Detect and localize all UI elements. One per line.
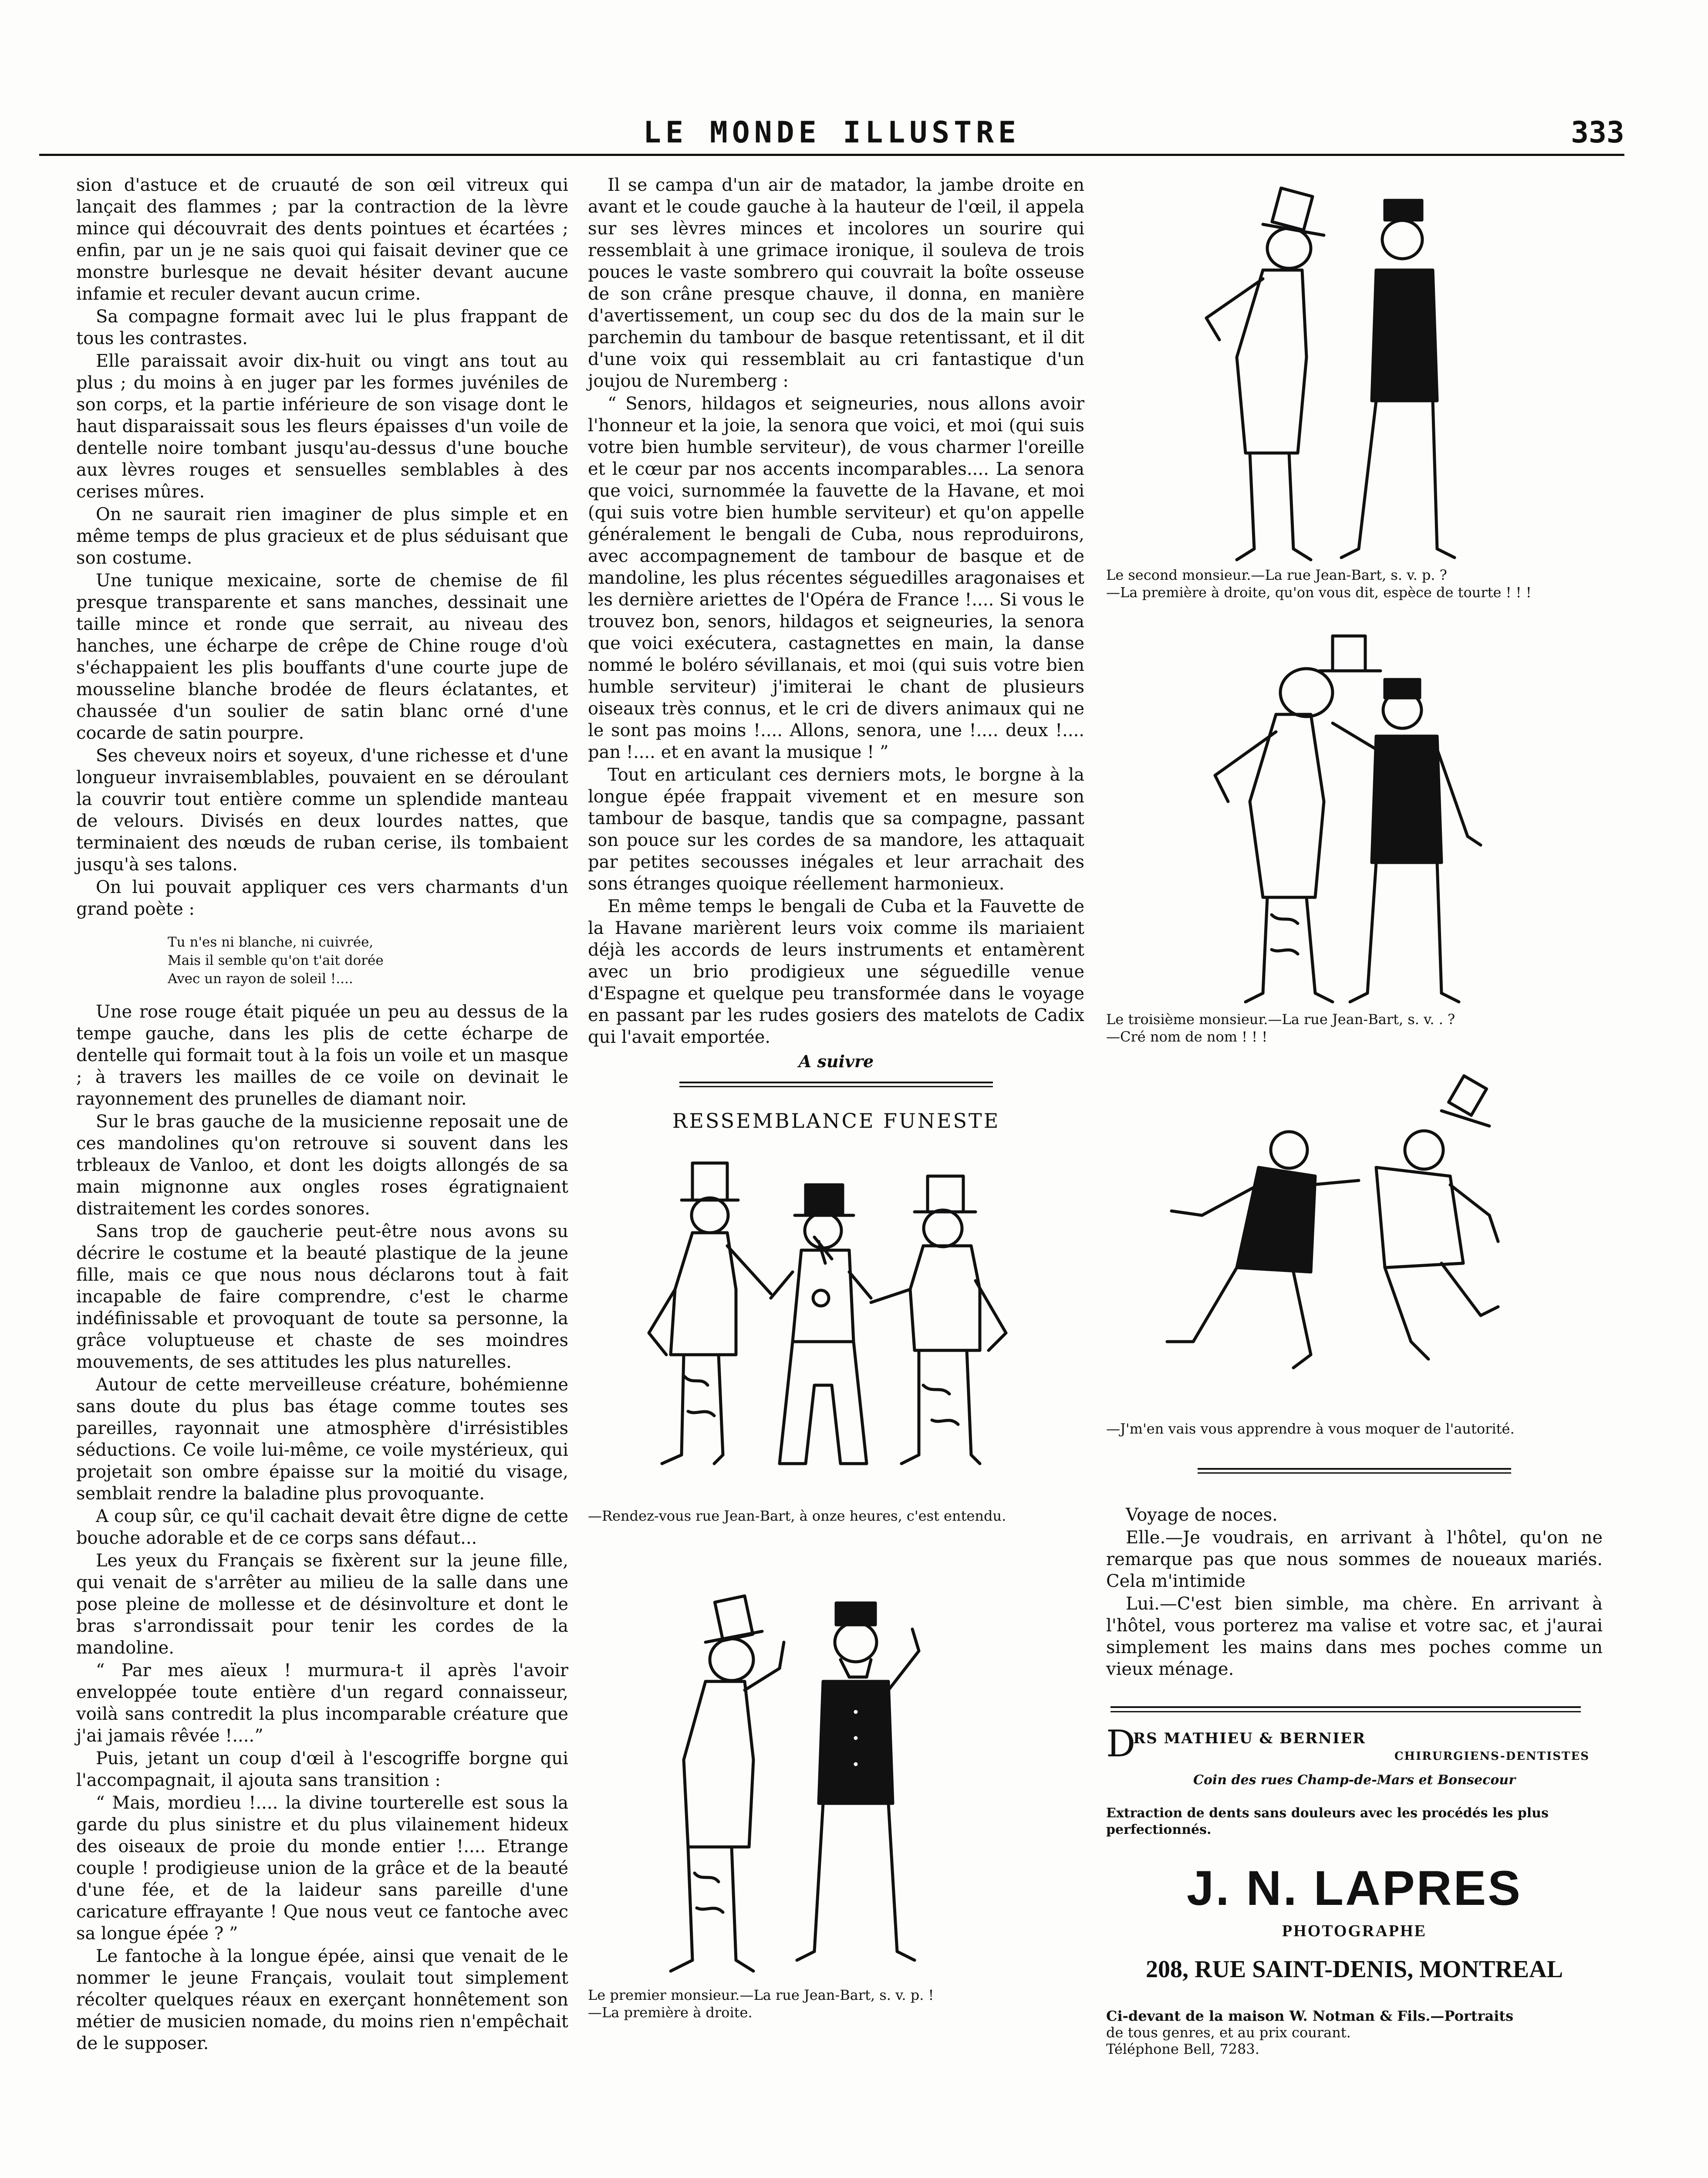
cartoon-caption: Le premier monsieur.—La rue Jean-Bart, s. v. p. ! — [588, 1987, 934, 2003]
poem-quote — [168, 933, 568, 988]
cartoon-caption: —J'm'en vais vous apprendre à vous moquer de l'autorité. — [1106, 1420, 1515, 1437]
paragraph: Elle paraissait avoir dix-huit ou vingt ans tout au plus ; du moins à en juger par les formes juvéniles de son corps, et la partie inférieure de son visage dont le haut disparaissait sous les fleurs épaisses d'un voile de dentelle noire tombant jusqu'au-dessus d'une bouche aux lèvres rouges et sensuelles semblables à des cerises mûres. — [76, 351, 568, 502]
dentists-name: RS MATHIEU & BERNIER — [1133, 1730, 1366, 1747]
photographer-address: 208, RUE SAINT-DENIS, MONTREAL — [1146, 1956, 1563, 1983]
three-gentlemen-illustration — [588, 1150, 1084, 1507]
third-monsieur-illustration — [1106, 619, 1603, 1011]
column-2 — [588, 174, 1084, 2021]
paragraph: On lui pouvait appliquer ces vers charmants d'un grand poète : — [76, 877, 568, 919]
paragraph: On ne saurait rien imaginer de plus simple et en même temps de plus gracieux et de plus séduisant que son costume. — [76, 504, 568, 568]
cartoon-caption: Le second monsieur.—La rue Jean-Bart, s. v. p. ? — [1106, 567, 1447, 583]
photographer-text-bold: Ci-devant de la maison W. Notman & Fils.—Portraits — [1106, 2008, 1514, 2024]
to-be-continued: A suivre — [798, 1052, 874, 1071]
paragraph: Une tunique mexicaine, sorte de chemise de fil presque transparente et sans manches, dessinait une taille mince et ronde que serrait, au niveau des hanches, une écharpe de crêpe de Chine rouge d'où s'échappaient les plis bouffants d'une courte jupe de mousseline blanche brodée de fleurs éclatantes, et chaussée d'un soulier de satin blanc orné d'une cocarde de satin pourpre. — [76, 571, 568, 743]
poem-line: Mais il semble qu'on t'ait dorée — [168, 953, 384, 968]
paragraph: Le fantoche à la longue épée, ainsi que venait de le nommer le jeune Français, voulait tout simplement récolter quelques réaux en exerçant honnêtement son métier de musicien nomade, du moins rien n'empêchait de le supposer. — [76, 1946, 568, 2053]
paragraph: A coup sûr, ce qu'il cachait devait être digne de cette bouche adorable et de ce corps sans défaut... — [76, 1506, 568, 1548]
dentists-address: Coin des rues Champ-de-Mars et Bonsecour — [1193, 1772, 1516, 1788]
paragraph: sion d'astuce et de cruauté de son œil vitreux qui lançait des flammes ; par la contraction de la lèvre mince qui découvrait des dents pointues et écartées ; enfin, par un je ne sais quoi qui faisait deviner que ce monstre burlesque ne devait hésiter devant aucune infamie et reculer devant aucun crime. — [76, 175, 568, 304]
paragraph: Autour de cette merveilleuse créature, bohémienne sans doute du plus bas étage comme toutes ses pareilles, rayonnait une atmosphère d'irrésistibles séductions. Ce voile lui-même, ce voile mystérieux, qui projetait son ombre épaisse sur la moitié du visage, semblait rendre la baladine plus provoquante. — [76, 1375, 568, 1504]
paragraph: “ Par mes aïeux ! murmura-t il après l'avoir enveloppée toute entière d'un regard connaisseur, voilà sans contredit la plus incomparable créature que j'ai jamais rêvée !....” — [76, 1661, 568, 1746]
paragraph: Puis, jetant un coup d'œil à l'escogriffe borgne qui l'accompagnait, il ajouta sans transition : — [76, 1748, 568, 1790]
second-monsieur-illustration — [1106, 174, 1603, 566]
paragraph: “ Mais, mordieu !.... la divine tourterelle est sous la garde du plus sinistre et du plus vilainement hideux des oiseaux de proie du monde entier !.... Etrange couple ! prodigieuse union de la grâce et de la beauté d'une fée, et de la laideur sans pareille d'une caricature effrayante ! Que nous veut ce fantoche avec sa longue épée ? ” — [76, 1793, 568, 1944]
paragraph: Elle.—Je voudrais, en arrivant à l'hôtel, qu'on ne remarque pas que nous sommes de noueaux mariés. Cela m'intimide — [1106, 1528, 1603, 1591]
column-3 — [1106, 174, 1603, 2057]
chase-illustration — [1106, 1072, 1603, 1420]
paragraph: Sur le bras gauche de la musicienne reposait une de ces mandolines qu'on retrouve si souvent dans les trbleaux de Vanloo, et dont les doigts allongés de sa main mignonne aux ongles roses égratignaient distraitement les cordes sonores. — [76, 1112, 568, 1219]
cartoon-caption: —La première à droite, qu'on vous dit, espèce de tourte ! ! ! — [1106, 584, 1532, 601]
paragraph: Il se campa d'un air de matador, la jambe droite en avant et le coude gauche à la hauteur de l'œil, il appela sur ses lèvres minces et incolores un sourire qui ressemblait à une grimace ironique, il souleva de trois pouces le vaste sombrero qui couvrait la boîte osseuse de son crâne presque chauve, il donna, en manière d'avertissement, un coup sec du dos de la main sur le parchemin du tambour de basque retentissant, et il dit d'une voix qui ressemblait au cri fantastique d'un joujou de Nuremberg : — [588, 175, 1084, 391]
paragraph: “ Senors, hildagos et seigneuries, nous allons avoir l'honneur et la joie, la senora que voici, et moi (qui suis votre bien humble serviteur), de vous charmer l'oreille et le cœur par nos accents incomparables.... La senora que voici, surnommée la fauvette de la Havane, et moi (qui suis votre bien humble serviteur) et qu'on appelle généralement le bengali de Cuba, nous reproduirons, avec accompagnement de tambour de basque et de mandoline, les plus récentes séguedilles aragonaises et les dernière ariettes de l'Opéra de France !.... Si vous le trouvez bon, senors, hildagos et seigneuries, la senora que voici exécutera, castagnettes en main, la danse nommé le boléro sévillanais, et moi (qui suis votre bien humble serviteur) j'imiterai le chant de plusieurs oiseaux très connus, et le cri de divers animaux qui ne le sont pas moins !.... Allons, senora, une !.... deux !.... pan !.... et en avant la musique ! ” — [588, 394, 1084, 762]
poem-line: Tu n'es ni blanche, ni cuivrée, — [168, 934, 374, 950]
paragraph: Voyage de noces. — [1126, 1505, 1278, 1525]
photographer-name: J. N. LAPRES — [1187, 1861, 1522, 1915]
paragraph: Sa compagne formait avec lui le plus frappant de tous les contrastes. — [76, 307, 568, 348]
photographer-phone: Téléphone Bell, 7283. — [1106, 2041, 1259, 2057]
page-number: 333 — [1571, 115, 1624, 150]
cartoon-caption: —La première à droite. — [588, 2004, 753, 2021]
cartoon-caption: Le troisième monsieur.—La rue Jean-Bart, s. v. . ? — [1106, 1011, 1455, 1028]
poem-line: Avec un rayon de soleil !.... — [168, 971, 353, 987]
paragraph: Sans trop de gaucherie peut-être nous avons su décrire le costume et la beauté plastique de la jeune fille, mais ce que nous nous déclarons tout à fait incapable de faire comprendre, c'est le charme indéfinissable et provoquant de toute sa personne, la grâce voluptueuse et chaste de ses moindres mouvements, de ses attitudes les plus naturelles. — [76, 1221, 568, 1372]
paragraph: Tout en articulant ces derniers mots, le borgne à la longue épée frappait vivement et en mesure son tambour de basque, tandis que sa compagne, passant son pouce sur les cordes de sa mandore, les attaquait par petites secousses inégales et leur arrachait des sons étranges quoique réellement harmonieux. — [588, 765, 1084, 894]
photographer-role: PHOTOGRAPHE — [1282, 1922, 1427, 1940]
paragraph: Lui.—C'est bien simble, ma chère. En arrivant à l'hôtel, vous porterez ma valise et votre sac, et j'aurai simplement les mains dans mes poches comme un vieux ménage. — [1106, 1594, 1603, 1679]
page-header — [39, 115, 1624, 155]
newspaper-title: LE MONDE ILLUSTRE — [643, 115, 1020, 150]
dentists-role: CHIRURGIENS-DENTISTES — [1394, 1750, 1590, 1763]
paragraph: Les yeux du Français se fixèrent sur la jeune fille, qui venait de s'arrêter au milieu de la salle dans une pose pleine de mollesse et de désinvolture et dont le bras s'arrondissait pour tenir les cordes de la mandoline. — [76, 1551, 568, 1658]
photographer-text-line: de tous genres, et au prix courant. — [1106, 2024, 1351, 2041]
dentists-text: Extraction de dents sans douleurs avec les procédés les plus perfectionnés. — [1106, 1806, 1549, 1837]
dentists-ad-header — [1106, 1722, 1603, 1765]
paragraph: En même temps le bengali de Cuba et la Fauvette de la Havane marièrent leurs voix comme ils mariaient déjà les accords de leurs instruments et entamèrent avec un brio prodigieux une séguedille venue d'Espagne et quelque peu transformée dans le voyage en passant par les rudes gosiers des matelots de Cadix qui l'avait emportée. — [588, 896, 1084, 1047]
ad-divider — [1111, 1706, 1581, 1712]
dentists-initial: D — [1106, 1722, 1136, 1765]
first-monsieur-illustration — [588, 1577, 1084, 1986]
paragraph: Une rose rouge était piquée un peu au dessus de la tempe gauche, dans les plis de cette écharpe de dentelle qui formait tout à la fois un voile et un masque ; à travers les mailles de ce voile on devinait le rayonnement des prunelles de diamant noir. — [76, 1002, 568, 1109]
cartoon-caption: —Cré nom de nom ! ! ! — [1106, 1028, 1268, 1045]
paragraph: Ses cheveux noirs et soyeux, d'une richesse et d'une longueur invraisemblables, pouvaient en se déroulant la couvrir tout entière comme un splendide manteau de velours. Divisés en deux lourdes nattes, que terminaient des nœuds de ruban cerise, ils tombaient jusqu'à ses talons. — [76, 746, 568, 875]
header-rule — [39, 154, 1624, 156]
section-divider — [1198, 1468, 1511, 1474]
section-divider — [679, 1082, 993, 1087]
cartoon-heading: RESSEMBLANCE FUNESTE — [672, 1109, 1000, 1133]
advertisements — [1106, 1706, 1603, 2057]
photographer-text — [1106, 2008, 1603, 2057]
cartoon-caption: —Rendez-vous rue Jean-Bart, à onze heures, c'est entendu. — [588, 1508, 1006, 1524]
column-1 — [76, 174, 568, 2055]
